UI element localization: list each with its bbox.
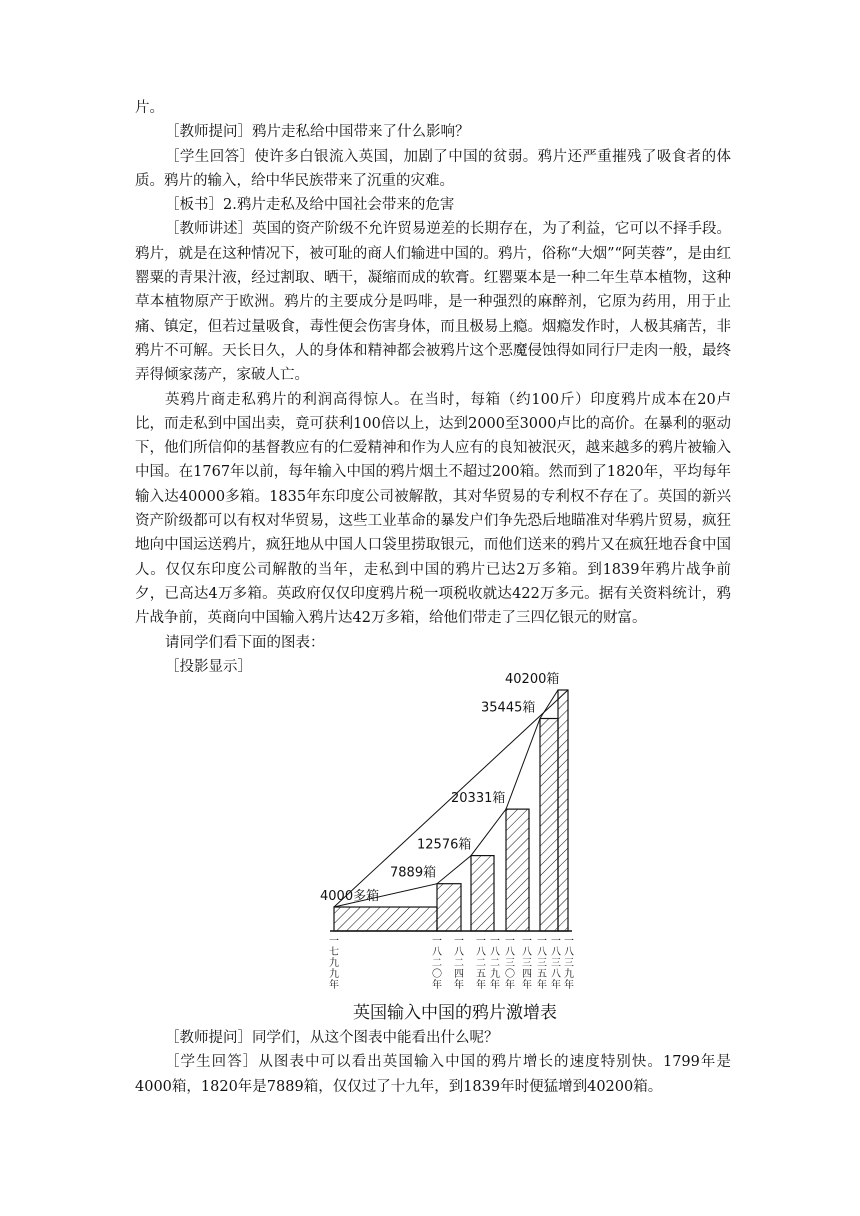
svg-text:三: 三 xyxy=(564,958,574,969)
svg-text:九: 九 xyxy=(490,969,500,980)
svg-text:二: 二 xyxy=(432,958,442,969)
paragraph: 片。 xyxy=(135,100,164,116)
svg-text:年: 年 xyxy=(522,980,532,991)
paragraph: ［投影显示］ xyxy=(165,658,252,675)
svg-text:八: 八 xyxy=(522,947,532,958)
svg-text:年: 年 xyxy=(537,980,547,991)
paragraph: ［板书］2.鸦片走私及给中国社会带来的危害 xyxy=(165,197,455,214)
x-tick-label xyxy=(564,936,574,991)
svg-text:八: 八 xyxy=(564,947,574,958)
bar-1835 xyxy=(540,719,558,931)
svg-text:三: 三 xyxy=(537,958,547,969)
svg-text:八: 八 xyxy=(432,947,442,958)
svg-text:二: 二 xyxy=(454,958,464,969)
svg-text:九: 九 xyxy=(564,969,574,980)
svg-text:一: 一 xyxy=(564,936,574,947)
bar-1830 xyxy=(506,809,529,931)
svg-text:一: 一 xyxy=(522,936,532,947)
svg-text:一: 一 xyxy=(432,936,442,947)
x-tick-label xyxy=(522,936,532,991)
svg-text:二: 二 xyxy=(476,958,486,969)
bar-1825 xyxy=(471,856,494,931)
x-tick-label xyxy=(476,936,486,991)
svg-text:四: 四 xyxy=(454,969,464,980)
svg-text:年: 年 xyxy=(505,980,515,991)
svg-text:七: 七 xyxy=(329,947,339,958)
svg-text:八: 八 xyxy=(490,947,500,958)
svg-text:九: 九 xyxy=(329,969,339,980)
svg-text:一: 一 xyxy=(505,936,515,947)
bar-value-label: 20331箱 xyxy=(451,791,506,807)
svg-text:八: 八 xyxy=(537,947,547,958)
svg-text:一: 一 xyxy=(490,936,500,947)
paragraph: ［教师提问］同学们，从这个图表中能看出什么呢？ xyxy=(165,1030,499,1046)
svg-text:三: 三 xyxy=(522,958,532,969)
svg-text:一: 一 xyxy=(476,936,486,947)
x-tick-label xyxy=(505,936,515,991)
svg-text:五: 五 xyxy=(537,969,547,980)
paragraph: ［教师提问］鸦片走私给中国带来了什么影响？ xyxy=(165,124,470,141)
paragraph: 英鸦片商走私鸦片的利润高得惊人。在当时，每箱（约100斤）印度鸦片成本在20卢比，而走私到中国出卖，竟可获利100倍以上，达到2000至3000卢比的高价。在暴利的驱动下，他们所信仰的基督教应有的仁爱精神和作为人应有的良知被泯灭，越来越多的鸦片被输入中国。在1767年以前，每年输入中国的鸦片烟土不超过200箱。然而到了1820年，平均每年输入达40000多箱。1835年东印度公司被解散，其对华贸易的专利权不存在了。英国的新兴资产阶级都可以有权对华贸易，这些工业革命的暴发户们争先恐后地瞄准对华鸦片贸易，疯狂地向中国运送鸦片，疯狂地从中国人口袋里捞取银元，而他们送来的鸦片又在疯狂地吞食中国人。仅仅东印度公司解散的当年，走私到中国的鸦片已达2万多箱。到1839年鸦片战争前夕，已高达4万多箱。英政府仅仅印度鸦片税一项税收就达422万多元。据有关资料统计，鸦片战争前，英商向中国输入鸦片达42万多箱，给他们带走了三四亿银元的财富。 xyxy=(135,391,731,627)
svg-text:八: 八 xyxy=(454,947,464,958)
svg-text:年: 年 xyxy=(454,980,464,991)
svg-text:一: 一 xyxy=(329,936,339,947)
svg-text:四: 四 xyxy=(522,969,532,980)
svg-text:一: 一 xyxy=(537,936,547,947)
x-tick-label xyxy=(490,936,500,991)
svg-text:八: 八 xyxy=(476,947,486,958)
svg-text:八: 八 xyxy=(551,969,561,980)
paragraph: ［学生回答］使许多白银流入英国，加剧了中国的贫弱。鸦片还严重摧残了吸食者的体质。鸦片的输入，给中华民族带来了沉重的灾难。 xyxy=(135,148,731,189)
svg-text:二: 二 xyxy=(490,958,500,969)
bar-value-label: 35445箱 xyxy=(481,700,536,716)
bar-value-label: 4000多箱 xyxy=(320,889,380,905)
chart-title: 英国输入中国的鸦片激增表 xyxy=(353,1003,557,1023)
svg-text:一: 一 xyxy=(454,936,464,947)
svg-text:八: 八 xyxy=(551,947,561,958)
svg-text:年: 年 xyxy=(476,980,486,991)
svg-text:三: 三 xyxy=(505,958,515,969)
x-tick-label xyxy=(432,936,442,991)
bar-1799 xyxy=(334,907,437,931)
bar-value-label: 12576箱 xyxy=(417,837,472,853)
svg-text:〇: 〇 xyxy=(432,969,442,980)
svg-text:年: 年 xyxy=(329,980,339,991)
paragraph: 请同学们看下面的图表： xyxy=(165,634,325,651)
svg-text:五: 五 xyxy=(476,969,486,980)
paragraph: ［学生回答］从图表中可以看出英国输入中国的鸦片增长的速度特别快。1799年是4000箱，1820年是7889箱，仅仅过了十九年，到1839年时便猛增到40200箱。 xyxy=(135,1054,731,1095)
bar-value-label: 40200箱 xyxy=(505,672,560,687)
bar-1838 xyxy=(558,690,568,931)
x-tick-label xyxy=(551,936,561,991)
x-tick-label xyxy=(329,936,339,991)
svg-text:年: 年 xyxy=(551,980,561,991)
text-body-bottom xyxy=(135,1026,731,1099)
bar-value-label: 7889箱 xyxy=(390,865,437,881)
svg-text:三: 三 xyxy=(551,958,561,969)
x-tick-label xyxy=(454,936,464,991)
svg-text:年: 年 xyxy=(564,980,574,991)
paragraph: ［教师讲述］英国的资产阶级不允许贸易逆差的长期存在，为了利益，它可以不择手段。鸦片，就是在这种情况下，被可耻的商人们输进中国的。鸦片，俗称“大烟”“阿芙蓉”，是由红罂粟的青果汁液，经过割取、晒干，凝缩而成的软膏。红罂粟本是一种二年生草本植物，这种草本植物原产于欧洲。鸦片的主要成分是吗啡，是一种强烈的麻醉剂，它原为药用，用于止痛、镇定，但若过量吸食，毒性便会伤害身体，而且极易上瘾。烟瘾发作时，人极其痛苦，非鸦片不可解。天长日久，人的身体和精神都会被鸦片这个恶魔侵蚀得如同行尸走肉一般，最终弄得倾家荡产，家破人亡。 xyxy=(135,221,731,384)
svg-text:八: 八 xyxy=(505,947,515,958)
svg-text:一: 一 xyxy=(551,936,561,947)
svg-text:年: 年 xyxy=(490,980,500,991)
svg-text:九: 九 xyxy=(329,958,339,969)
x-tick-label xyxy=(537,936,547,991)
svg-text:〇: 〇 xyxy=(505,969,515,980)
svg-text:年: 年 xyxy=(432,980,442,991)
bar-1820 xyxy=(437,884,461,931)
